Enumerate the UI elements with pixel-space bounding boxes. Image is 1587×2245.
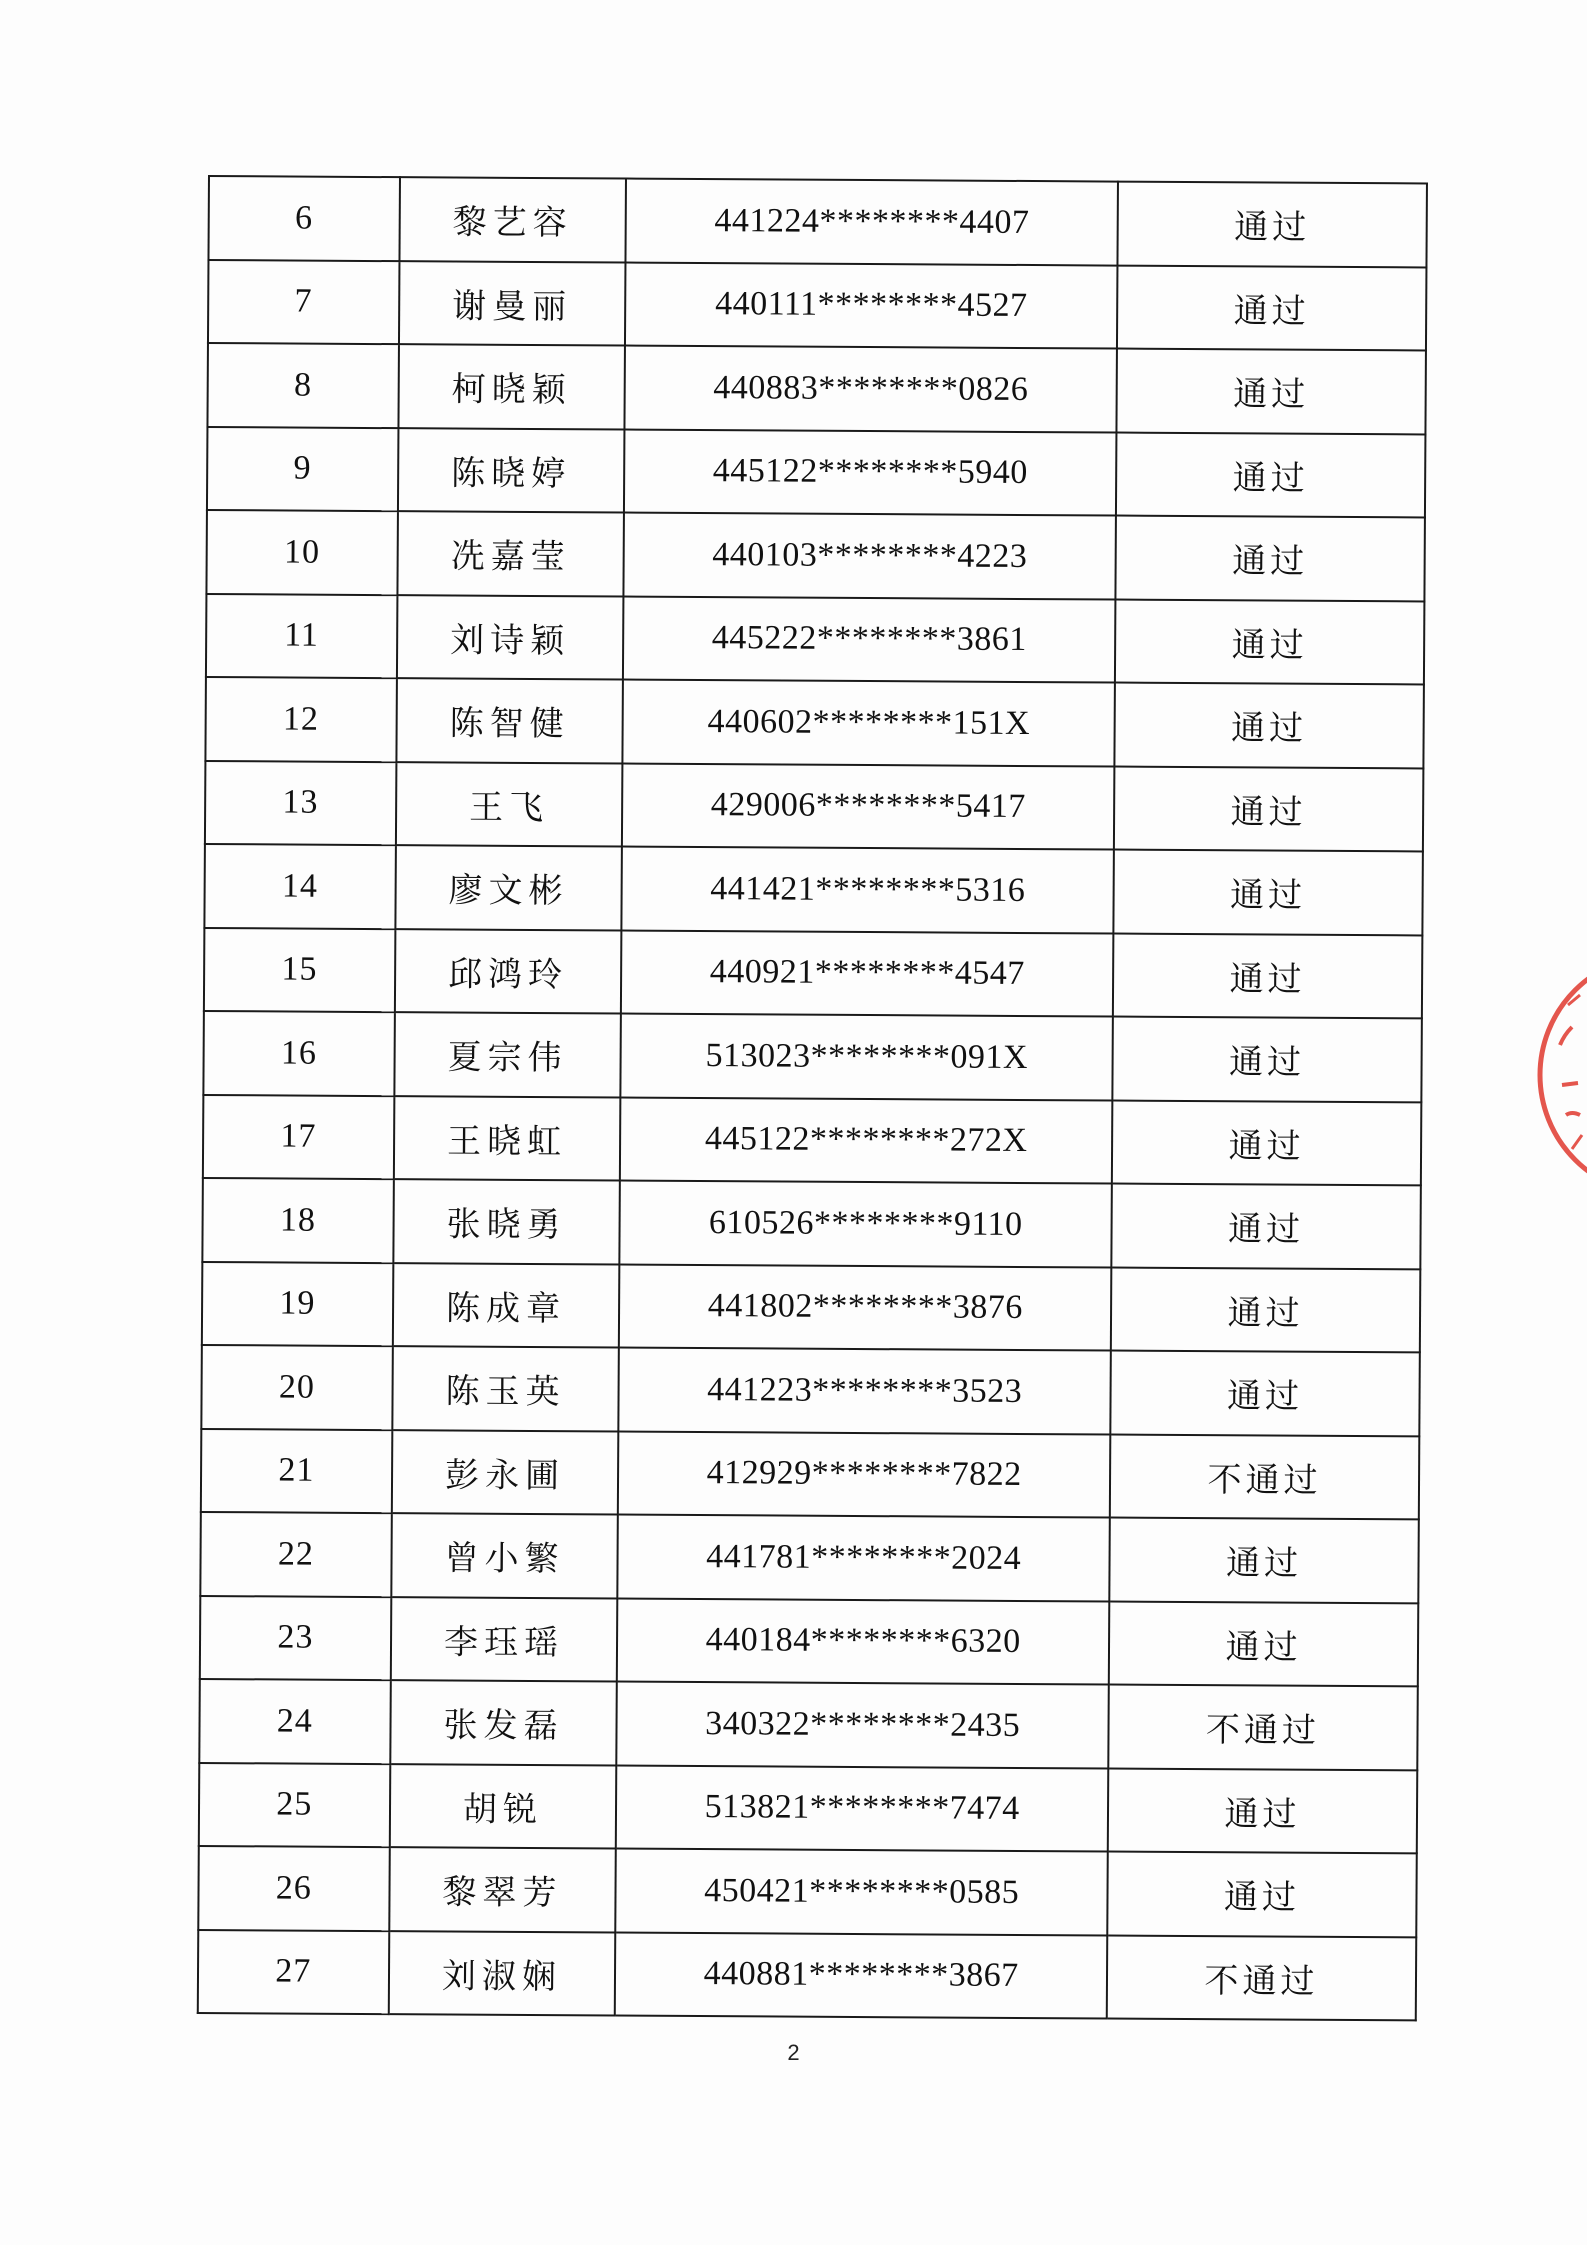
table-row bbox=[208, 176, 1426, 267]
review-result: 通过 bbox=[1109, 1518, 1419, 1603]
review-result: 通过 bbox=[1115, 599, 1425, 684]
row-number: 9 bbox=[207, 427, 398, 512]
person-name: 张发磊 bbox=[390, 1680, 617, 1765]
row-number: 8 bbox=[207, 343, 398, 428]
review-result: 通过 bbox=[1113, 850, 1423, 935]
table-row bbox=[202, 1178, 1420, 1269]
person-name: 李珏瑶 bbox=[390, 1597, 617, 1682]
table-row bbox=[203, 1011, 1421, 1102]
table-row bbox=[201, 1345, 1419, 1436]
review-result: 通过 bbox=[1109, 1601, 1419, 1686]
table-row bbox=[204, 927, 1422, 1018]
row-number: 17 bbox=[203, 1094, 394, 1179]
id-number: 513821********7474 bbox=[616, 1765, 1108, 1852]
id-number: 441421********5316 bbox=[622, 847, 1114, 934]
person-name: 谢曼丽 bbox=[399, 261, 626, 346]
row-number: 10 bbox=[206, 510, 397, 595]
review-result: 通过 bbox=[1114, 766, 1424, 851]
review-result: 通过 bbox=[1111, 1184, 1421, 1269]
row-number: 27 bbox=[198, 1929, 389, 2014]
person-name: 黎艺容 bbox=[399, 177, 626, 262]
row-number: 20 bbox=[201, 1345, 392, 1430]
id-number: 445122********272X bbox=[620, 1097, 1112, 1184]
person-name: 刘淑娴 bbox=[388, 1931, 615, 2016]
row-number: 12 bbox=[205, 677, 396, 762]
person-name: 胡锐 bbox=[389, 1764, 616, 1849]
page-number: 2 bbox=[787, 2040, 800, 2065]
person-name: 黎翠芳 bbox=[389, 1847, 616, 1932]
id-number: 412929********7822 bbox=[618, 1431, 1110, 1518]
row-number: 21 bbox=[201, 1428, 392, 1513]
table-row bbox=[205, 677, 1423, 768]
id-number: 440103********4223 bbox=[624, 513, 1116, 600]
review-result: 不通过 bbox=[1108, 1685, 1418, 1770]
id-number: 440921********4547 bbox=[621, 930, 1113, 1017]
id-number: 450421********0585 bbox=[616, 1849, 1108, 1936]
review-result: 通过 bbox=[1117, 265, 1427, 350]
id-number: 440883********0826 bbox=[625, 346, 1117, 433]
person-name: 彭永圃 bbox=[391, 1430, 618, 1515]
review-result: 通过 bbox=[1113, 933, 1423, 1018]
person-name: 夏宗伟 bbox=[394, 1012, 621, 1097]
person-name: 冼嘉莹 bbox=[397, 511, 624, 596]
table-row bbox=[203, 1094, 1421, 1185]
table-row bbox=[206, 510, 1424, 601]
review-result: 通过 bbox=[1112, 1017, 1422, 1102]
review-result: 不通过 bbox=[1110, 1434, 1420, 1519]
id-number: 441223********3523 bbox=[619, 1348, 1111, 1435]
row-number: 23 bbox=[200, 1595, 391, 1680]
row-number: 25 bbox=[199, 1762, 390, 1847]
id-number: 440184********6320 bbox=[617, 1598, 1109, 1685]
person-name: 陈玉英 bbox=[392, 1346, 619, 1431]
table-row bbox=[199, 1679, 1417, 1770]
row-number: 6 bbox=[208, 176, 399, 261]
table-row bbox=[198, 1846, 1416, 1937]
review-result: 通过 bbox=[1108, 1768, 1418, 1853]
id-number: 440602********151X bbox=[623, 680, 1115, 767]
person-name: 张晓勇 bbox=[393, 1179, 620, 1264]
id-number: 513023********091X bbox=[621, 1014, 1113, 1101]
review-result: 通过 bbox=[1107, 1852, 1417, 1937]
seal-mark bbox=[1540, 955, 1587, 1195]
row-number: 26 bbox=[198, 1846, 389, 1931]
review-result: 通过 bbox=[1114, 683, 1424, 768]
id-number: 445122********5940 bbox=[624, 429, 1116, 516]
roster-table bbox=[197, 175, 1428, 2021]
row-number: 15 bbox=[204, 927, 395, 1012]
review-result: 通过 bbox=[1111, 1267, 1421, 1352]
row-number: 14 bbox=[204, 844, 395, 929]
table-row bbox=[200, 1512, 1418, 1603]
row-number: 22 bbox=[200, 1512, 391, 1597]
person-name: 王晓虹 bbox=[393, 1096, 620, 1181]
id-number: 441802********3876 bbox=[619, 1264, 1111, 1351]
table-row bbox=[201, 1428, 1419, 1519]
person-name: 廖文彬 bbox=[395, 845, 622, 930]
person-name: 曾小繁 bbox=[391, 1513, 618, 1598]
table-row bbox=[199, 1762, 1417, 1853]
review-result: 通过 bbox=[1116, 432, 1426, 517]
row-number: 19 bbox=[202, 1261, 393, 1346]
table-row bbox=[207, 427, 1425, 518]
row-number: 18 bbox=[202, 1178, 393, 1263]
id-number: 340322********2435 bbox=[617, 1682, 1109, 1769]
id-number: 445222********3861 bbox=[623, 596, 1115, 683]
review-result: 通过 bbox=[1112, 1100, 1422, 1185]
table-row bbox=[206, 593, 1424, 684]
person-name: 刘诗颖 bbox=[397, 595, 624, 680]
id-number: 441781********2024 bbox=[618, 1515, 1110, 1602]
id-number: 429006********5417 bbox=[622, 763, 1114, 850]
row-number: 13 bbox=[205, 760, 396, 845]
table-row bbox=[207, 343, 1425, 434]
row-number: 7 bbox=[208, 260, 399, 345]
id-number: 441224********4407 bbox=[626, 179, 1118, 266]
table-row bbox=[200, 1595, 1418, 1686]
person-name: 柯晓颖 bbox=[398, 344, 625, 429]
row-number: 24 bbox=[199, 1679, 390, 1764]
id-number: 440111********4527 bbox=[625, 262, 1117, 349]
review-result: 通过 bbox=[1117, 182, 1427, 267]
review-result: 通过 bbox=[1115, 516, 1425, 601]
person-name: 陈成章 bbox=[392, 1263, 619, 1348]
table-row bbox=[205, 760, 1423, 851]
table-row bbox=[208, 260, 1426, 351]
person-name: 邱鸿玲 bbox=[395, 929, 622, 1014]
person-name: 陈智健 bbox=[396, 678, 623, 763]
row-number: 16 bbox=[203, 1011, 394, 1096]
table-row bbox=[204, 844, 1422, 935]
review-result: 不通过 bbox=[1107, 1935, 1417, 2020]
official-seal-icon bbox=[1520, 935, 1587, 1215]
table-row bbox=[198, 1929, 1416, 2020]
id-number: 440881********3867 bbox=[615, 1932, 1107, 2019]
person-name: 陈晓婷 bbox=[398, 428, 625, 513]
id-number: 610526********9110 bbox=[620, 1181, 1112, 1268]
row-number: 11 bbox=[206, 593, 397, 678]
table-row bbox=[202, 1261, 1420, 1352]
person-name: 王飞 bbox=[396, 762, 623, 847]
review-result: 通过 bbox=[1116, 349, 1426, 434]
review-result: 通过 bbox=[1110, 1351, 1420, 1436]
